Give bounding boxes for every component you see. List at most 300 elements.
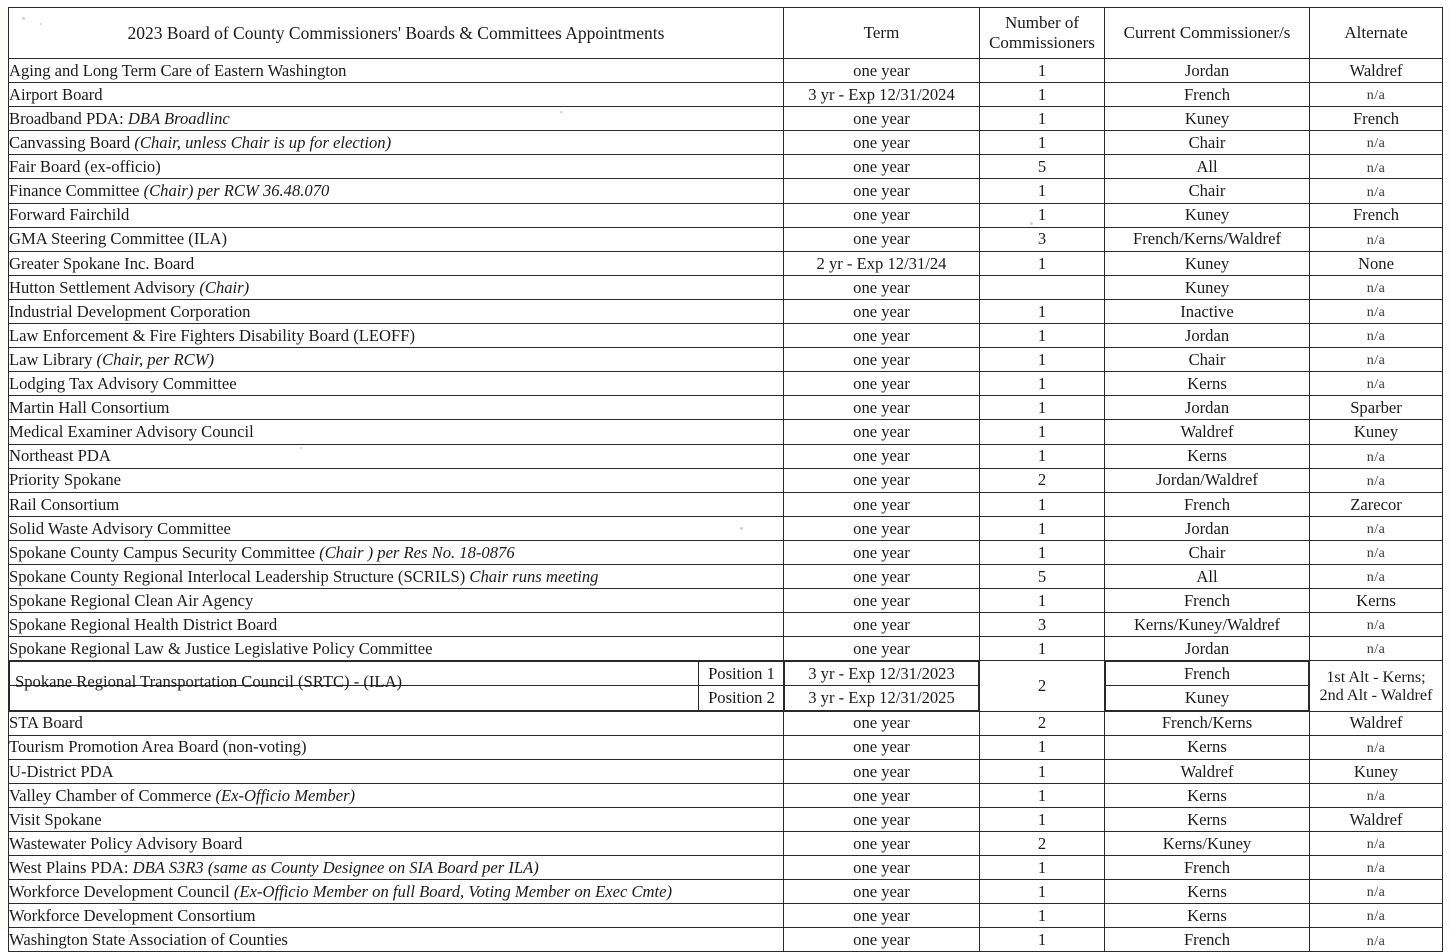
board-name-text: West Plains PDA: [9,857,129,877]
number-cell [980,275,1105,299]
board-name-text: Forward Fairchild [9,205,130,225]
term-cell: one year [784,444,980,468]
table-body [9,59,1443,952]
table-row [9,540,1443,564]
number-cell: 1 [980,251,1105,275]
board-name-cell [9,807,784,831]
number-cell: 1 [980,856,1105,880]
term-cell: one year [784,904,980,928]
number-cell: 1 [980,783,1105,807]
number-cell: 2 [980,468,1105,492]
table-row [9,904,1443,928]
term-cell [784,661,980,711]
alternate-cell [1310,613,1443,637]
table-row [9,203,1443,227]
board-name-text: Martin Hall Consortium [9,398,170,418]
number-cell: 1 [980,540,1105,564]
number-cell: 1 [980,59,1105,83]
current-commissioner-cell: Kerns/Kuney [1105,832,1310,856]
table-row [9,564,1443,588]
term-cell: one year [784,396,980,420]
table-row [9,155,1443,179]
current-commissioner-cell [1105,661,1310,711]
not-applicable-text: n/a [1366,642,1386,658]
alternate-cell: French [1310,203,1443,227]
not-applicable-text: n/a [1366,861,1386,877]
current-commissioner-cell: All [1105,564,1310,588]
table-row [9,59,1443,83]
current-commissioner-cell: Jordan [1105,324,1310,348]
alternate-cell [1310,637,1443,661]
term-cell: one year [784,783,980,807]
current-commissioner-cell: French [1105,928,1310,952]
not-applicable-text: n/a [1366,353,1386,369]
not-applicable-text: n/a [1366,546,1386,562]
term-cell: one year [784,637,980,661]
alternate-cell: Kuney [1310,420,1443,444]
board-name-note: (Chair) [195,277,250,297]
board-name-note: DBA Broadlinc [123,109,230,129]
board-name-cell [9,783,784,807]
board-name-cell [9,637,784,661]
board-name-cell [9,299,784,323]
board-name-cell [9,324,784,348]
board-name-cell [9,155,784,179]
term-cell: one year [784,59,980,83]
table-row [9,759,1443,783]
alternate-cell [1310,880,1443,904]
board-name-cell [9,468,784,492]
current-commissioner-cell: Kerns [1105,444,1310,468]
not-applicable-text: n/a [1366,740,1386,756]
alternate-cell: French [1310,107,1443,131]
number-cell: 1 [980,904,1105,928]
alternate-cell [1310,227,1443,251]
alternate-cell: Kuney [1310,759,1443,783]
table-row [9,251,1443,275]
board-name-note: Chair runs meeting [465,566,599,586]
board-name-cell [9,564,784,588]
number-cell: 1 [980,348,1105,372]
board-name-note: (Chair, unless Chair is up for election) [130,133,392,153]
board-name-cell [9,275,784,299]
board-name-text: Greater Spokane Inc. Board [9,253,195,273]
table-row [9,637,1443,661]
alternate-cell [1310,155,1443,179]
number-cell: 1 [980,735,1105,759]
board-name-text: Law Library [9,349,93,369]
table-row [9,179,1443,203]
not-applicable-text: n/a [1366,449,1386,465]
term-cell: one year [784,492,980,516]
table-row [9,783,1443,807]
board-name-text: GMA Steering Committee (ILA) [9,229,227,249]
table-row [9,275,1443,299]
current-commissioner-cell: Chair [1105,540,1310,564]
current-commissioner-cell: Kerns/Kuney/Waldref [1105,613,1310,637]
number-cell: 1 [980,880,1105,904]
number-cell: 1 [980,759,1105,783]
srtc-position-label: Position 2 [699,686,784,710]
alternate-cell [1310,735,1443,759]
board-name-text: Airport Board [9,84,103,104]
number-cell: 1 [980,928,1105,952]
term-cell: one year [784,589,980,613]
number-cell: 1 [980,372,1105,396]
term-cell: one year [784,880,980,904]
term-cell: one year [784,227,980,251]
board-name-text: Northeast PDA [9,446,111,466]
alternate-cell: Zarecor [1310,492,1443,516]
term-cell: one year [784,348,980,372]
table-row [9,131,1443,155]
board-name-note: (Chair) per RCW 36.48.070 [139,181,330,201]
board-name-text: Industrial Development Corporation [9,301,251,321]
board-name-text: Solid Waste Advisory Committee [9,518,231,538]
table-row [9,83,1443,107]
table-row [9,227,1443,251]
term-cell: one year [784,759,980,783]
number-cell: 1 [980,131,1105,155]
alternate-cell: Waldref [1310,59,1443,83]
board-name-text: STA Board [9,713,83,733]
number-cell: 2 [980,661,1105,711]
current-commissioner-cell: Chair [1105,348,1310,372]
board-name-cell [9,589,784,613]
current-commissioner-cell: Jordan [1105,59,1310,83]
number-cell: 1 [980,203,1105,227]
current-commissioner-cell: French [1105,83,1310,107]
term-cell: one year [784,613,980,637]
number-cell: 1 [980,807,1105,831]
term-cell: one year [784,540,980,564]
term-cell: one year [784,131,980,155]
number-cell: 1 [980,589,1105,613]
board-name-text: Canvassing Board [9,133,131,153]
alternate-cell [1310,783,1443,807]
not-applicable-text: n/a [1366,88,1386,104]
current-commissioner-cell: Waldref [1105,759,1310,783]
srtc-commissioner: French [1106,662,1309,686]
number-cell: 1 [980,107,1105,131]
table-row [9,468,1443,492]
alternate-cell [1310,299,1443,323]
board-name-text: U-District PDA [9,761,114,781]
board-name-text: Spokane Regional Clean Air Agency [9,590,254,610]
board-name-cell [9,540,784,564]
current-commissioner-cell: Kuney [1105,251,1310,275]
current-commissioner-cell: Kuney [1105,203,1310,227]
term-cell: one year [784,155,980,179]
not-applicable-text: n/a [1366,837,1386,853]
number-cell: 1 [980,83,1105,107]
not-applicable-text: n/a [1366,885,1386,901]
board-name-cell [9,420,784,444]
alternate-cell: None [1310,251,1443,275]
board-name-text: Spokane Regional Law & Justice Legislative Policy Committee [9,639,433,659]
term-cell: one year [784,735,980,759]
term-cell: one year [784,711,980,735]
board-name-note: (Chair ) per Res No. 18-0876 [315,542,515,562]
appointments-table [8,7,1443,952]
alternate-cell [1310,179,1443,203]
board-name-cell [9,928,784,952]
table-row [9,492,1443,516]
board-name-cell [9,203,784,227]
table-row [9,516,1443,540]
document-page [0,7,1450,950]
current-commissioner-cell: Kerns [1105,372,1310,396]
board-name-text: Aging and Long Term Care of Eastern Washington [9,60,347,80]
alternate-cell [1310,324,1443,348]
alternate-cell [1310,516,1443,540]
board-name-text: Medical Examiner Advisory Council [9,422,254,442]
alternate-cell [1310,928,1443,952]
current-commissioner-cell: Kerns [1105,783,1310,807]
table-row [9,589,1443,613]
term-cell: one year [784,516,980,540]
not-applicable-text: n/a [1366,232,1386,248]
table-header [9,8,1443,59]
board-name-text: Priority Spokane [9,470,121,490]
current-commissioner-cell: Chair [1105,179,1310,203]
term-cell: one year [784,372,980,396]
table-row [9,735,1443,759]
board-name-cell [9,904,784,928]
board-name-cell [9,227,784,251]
board-name-text: Fair Board (ex-officio) [9,157,161,177]
table-row [9,856,1443,880]
alternate-cell [1310,661,1443,711]
table-row [9,372,1443,396]
board-name-cell [9,492,784,516]
table-row [9,107,1443,131]
alternate-cell: Kerns [1310,589,1443,613]
board-name-cell [9,348,784,372]
board-name-cell [9,856,784,880]
table-row-srtc [9,661,1443,711]
board-name-text: Law Enforcement & Fire Fighters Disability Board (LEOFF) [9,325,416,345]
number-cell: 1 [980,179,1105,203]
board-name-cell [9,396,784,420]
number-cell: 1 [980,444,1105,468]
board-name-text: Tourism Promotion Area Board (non-voting) [9,737,307,757]
board-name-text: Workforce Development Consortium [9,906,256,926]
srtc-position-table [9,661,784,710]
board-name-note: DBA S3R3 (same as County Designee on SIA Board per ILA) [128,857,539,877]
board-name-text: Wastewater Policy Advisory Board [9,833,243,853]
term-cell: one year [784,107,980,131]
board-name-text: Spokane Regional Health District Board [9,614,278,634]
srtc-board-name-text: Spokane Regional Transportation Council (SRTC) - (ILA) [15,672,403,692]
current-commissioner-cell: French [1105,856,1310,880]
term-cell: one year [784,275,980,299]
table-row [9,396,1443,420]
table-row [9,711,1443,735]
alternate-cell [1310,468,1443,492]
not-applicable-text: n/a [1366,933,1386,949]
alternate-cell [1310,275,1443,299]
not-applicable-text: n/a [1366,305,1386,321]
current-commissioner-cell: Jordan [1105,396,1310,420]
alternate-cell [1310,904,1443,928]
srtc-commissioner: Kuney [1106,686,1309,710]
not-applicable-text: n/a [1366,618,1386,634]
not-applicable-text: n/a [1366,136,1386,152]
board-name-note: (Chair, per RCW) [92,349,215,369]
term-cell: one year [784,203,980,227]
number-cell: 1 [980,516,1105,540]
current-commissioner-cell: Waldref [1105,420,1310,444]
alternate-cell [1310,83,1443,107]
alternate-cell [1310,372,1443,396]
not-applicable-text: n/a [1366,377,1386,393]
current-commissioner-cell: French [1105,492,1310,516]
board-name-cell [9,59,784,83]
board-name-cell [9,516,784,540]
board-name-text: Spokane County Campus Security Committee [9,542,316,562]
board-name-text: Rail Consortium [9,494,120,514]
header-alternate: Alternate [1310,8,1443,59]
board-name-note: (Ex-Officio Member on full Board, Voting Member on Exec Cmte) [229,882,673,902]
term-cell: 2 yr - Exp 12/31/24 [784,251,980,275]
alternate-line-2: 2nd Alt - Waldref [1319,685,1433,704]
board-name-cell [9,832,784,856]
number-cell: 5 [980,155,1105,179]
term-cell: one year [784,299,980,323]
board-name-cell [9,131,784,155]
board-name-cell [9,179,784,203]
alternate-cell [1310,564,1443,588]
table-row [9,807,1443,831]
not-applicable-text: n/a [1366,281,1386,297]
header-row [9,8,1443,59]
number-cell: 1 [980,492,1105,516]
current-commissioner-cell: Kerns [1105,807,1310,831]
table-row [9,324,1443,348]
board-name-cell [9,251,784,275]
current-commissioner-cell: French [1105,589,1310,613]
term-cell: one year [784,324,980,348]
number-cell: 3 [980,613,1105,637]
board-name-cell [9,880,784,904]
board-name-text: Lodging Tax Advisory Committee [9,374,237,394]
not-applicable-text: n/a [1366,473,1386,489]
board-name-text: Finance Committee [9,181,140,201]
alternate-cell: Waldref [1310,807,1443,831]
number-cell: 2 [980,832,1105,856]
header-number-of-commissioners: Number of Commissioners [980,8,1105,59]
term-cell: one year [784,856,980,880]
board-name-text: Broadband PDA: [9,109,124,129]
number-cell: 1 [980,299,1105,323]
header-current-commissioners: Current Commissioner/s [1105,8,1310,59]
alternate-cell: Sparber [1310,396,1443,420]
term-cell: one year [784,928,980,952]
board-name-text: Hutton Settlement Advisory [9,277,196,297]
board-name-note: (Ex-Officio Member) [211,785,356,805]
alternate-cell [1310,540,1443,564]
table-row [9,832,1443,856]
current-commissioner-cell: Chair [1105,131,1310,155]
number-cell: 1 [980,420,1105,444]
header-term: Term [784,8,980,59]
board-name-cell [9,735,784,759]
term-cell: one year [784,832,980,856]
not-applicable-text: n/a [1366,521,1386,537]
srtc-position-label: Position 1 [699,662,784,686]
table-row [9,420,1443,444]
number-cell: 1 [980,637,1105,661]
board-name-text: Washington State Association of Counties [9,930,288,950]
srtc-board-name [10,662,699,692]
board-name-cell [9,107,784,131]
current-commissioner-cell: French/Kerns/Waldref [1105,227,1310,251]
alternate-cell [1310,832,1443,856]
table-row [9,299,1443,323]
srtc-position-row [10,662,784,686]
number-cell: 1 [980,396,1105,420]
term-cell: 3 yr - Exp 12/31/2024 [784,83,980,107]
table-row [9,613,1443,637]
term-cell: one year [784,564,980,588]
current-commissioner-cell: Kerns [1105,735,1310,759]
current-commissioner-cell: French/Kerns [1105,711,1310,735]
header-title: 2023 Board of County Commissioners' Boards & Committees Appointments [9,8,784,59]
term-cell: one year [784,468,980,492]
board-name-cell [9,372,784,396]
number-cell: 2 [980,711,1105,735]
board-name-cell [9,759,784,783]
board-name-text: Workforce Development Council [9,882,230,902]
not-applicable-text: n/a [1366,184,1386,200]
alternate-line-1: 1st Alt - Kerns; [1326,667,1426,686]
current-commissioner-cell: Kerns [1105,904,1310,928]
board-name-text: Spokane County Regional Interlocal Leadership Structure (SCRILS) [9,566,466,586]
srtc-term: 3 yr - Exp 12/31/2023 [785,662,979,686]
alternate-cell: Waldref [1310,711,1443,735]
alternate-cell [1310,131,1443,155]
table-row [9,928,1443,952]
board-name-cell [9,83,784,107]
current-commissioner-cell: Jordan/Waldref [1105,468,1310,492]
term-cell: one year [784,807,980,831]
alternate-cell [1310,444,1443,468]
board-name-text: Visit Spokane [9,809,102,829]
srtc-term: 3 yr - Exp 12/31/2025 [785,686,979,710]
current-commissioner-cell: Jordan [1105,516,1310,540]
table-row [9,444,1443,468]
not-applicable-text: n/a [1366,329,1386,345]
not-applicable-text: n/a [1366,909,1386,925]
number-cell: 3 [980,227,1105,251]
board-name-text: Valley Chamber of Commerce [9,785,212,805]
number-cell: 1 [980,324,1105,348]
not-applicable-text: n/a [1366,160,1386,176]
not-applicable-text: n/a [1366,570,1386,586]
alternate-cell [1310,856,1443,880]
board-name-cell [9,711,784,735]
board-name-cell [9,613,784,637]
board-name-cell [9,444,784,468]
not-applicable-text: n/a [1366,789,1386,805]
current-commissioner-cell: Jordan [1105,637,1310,661]
current-commissioner-cell: Kuney [1105,275,1310,299]
term-cell: one year [784,420,980,444]
table-row [9,348,1443,372]
table-row [9,880,1443,904]
number-cell: 5 [980,564,1105,588]
